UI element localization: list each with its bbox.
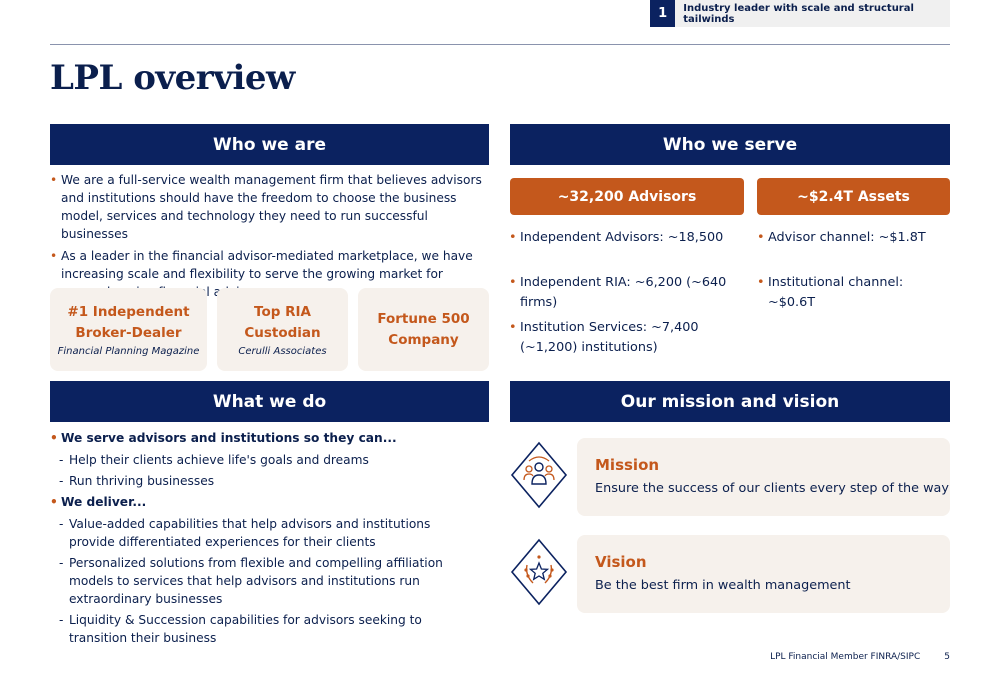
award-title-line: Top RIA <box>254 304 311 320</box>
list-item: - Personalized solutions from flexible and compelling affiliation models to services that help advisors and institutions run extraordinary businesses <box>50 554 480 608</box>
who-we-are-header: Who we are <box>50 124 489 165</box>
vision-card <box>577 535 950 613</box>
mission-vision-header: Our mission and vision <box>510 381 950 422</box>
advisors-stat-badge: ~32,200 Advisors <box>510 178 744 215</box>
list-item: • Advisor channel: ~$1.8T <box>757 228 950 248</box>
list-item: • Institution Services: ~7,400 (~1,200) institutions) <box>509 318 739 358</box>
header-divider <box>50 44 950 45</box>
people-icon <box>509 440 569 510</box>
footer-disclosure: LPL Financial Member FINRA/SIPC <box>770 652 921 662</box>
mission-card <box>577 438 950 516</box>
list-item: • We are a full-service wealth management firm that believes advisors and institutions should have the freedom to choose the business model, services and technology they need to run successful businesses <box>50 171 489 243</box>
award-source: Financial Planning Magazine <box>57 346 200 357</box>
who-we-serve-header: Who we serve <box>510 124 950 165</box>
what-we-do-header: What we do <box>50 381 489 422</box>
what-we-do-list <box>50 429 480 650</box>
mission-title: Mission <box>595 456 660 474</box>
list-item: • We deliver... <box>50 493 480 511</box>
mission-text: Ensure the success of our clients every step of the way <box>595 481 949 496</box>
star-laurel-icon <box>509 537 569 607</box>
list-item: - Run thriving businesses <box>50 472 480 490</box>
section-tab <box>650 0 950 27</box>
list-item: • Independent Advisors: ~18,500 <box>509 228 749 248</box>
who-we-are-list <box>50 171 489 305</box>
section-label: Industry leader with scale and structural tailwinds <box>683 2 914 25</box>
award-title-line: Broker-Dealer <box>75 325 182 341</box>
list-item: • As a leader in the financial advisor-mediated marketplace, we have increasing scale and flexibility to serve the growing market for <box>50 247 489 301</box>
list-item: • Independent RIA: ~6,200 (~640 firms) <box>509 273 749 313</box>
list-item: • Institutional channel: ~$0.6T <box>757 273 950 313</box>
award-title-line: #1 Independent <box>67 304 190 320</box>
page-title: LPL overview <box>50 58 295 98</box>
vision-text: Be the best firm in wealth management <box>595 578 851 593</box>
list-item: - Help their clients achieve life's goals and dreams <box>50 451 480 469</box>
award-title-line: Fortune 500 <box>377 310 470 327</box>
award-title-line: Custodian <box>244 325 321 341</box>
list-item: - Value-added capabilities that help advisors and institutions provide differentiated experiences for their clients <box>50 515 480 551</box>
award-card-fortune-500 <box>358 288 489 371</box>
vision-title: Vision <box>595 553 647 571</box>
page-number: 5 <box>944 652 950 662</box>
award-source: Cerulli Associates <box>238 346 327 357</box>
list-item: - Liquidity & Succession capabilities for advisors seeking to transition their business <box>50 611 480 647</box>
footer <box>770 652 950 662</box>
section-number: 1 <box>650 0 675 27</box>
award-card-ria-custodian <box>217 288 348 371</box>
award-card-broker-dealer <box>50 288 207 371</box>
assets-stat-badge: ~$2.4T Assets <box>757 178 950 215</box>
list-item: • We serve advisors and institutions so they can... <box>50 429 480 447</box>
award-title-line: Company <box>388 331 459 348</box>
